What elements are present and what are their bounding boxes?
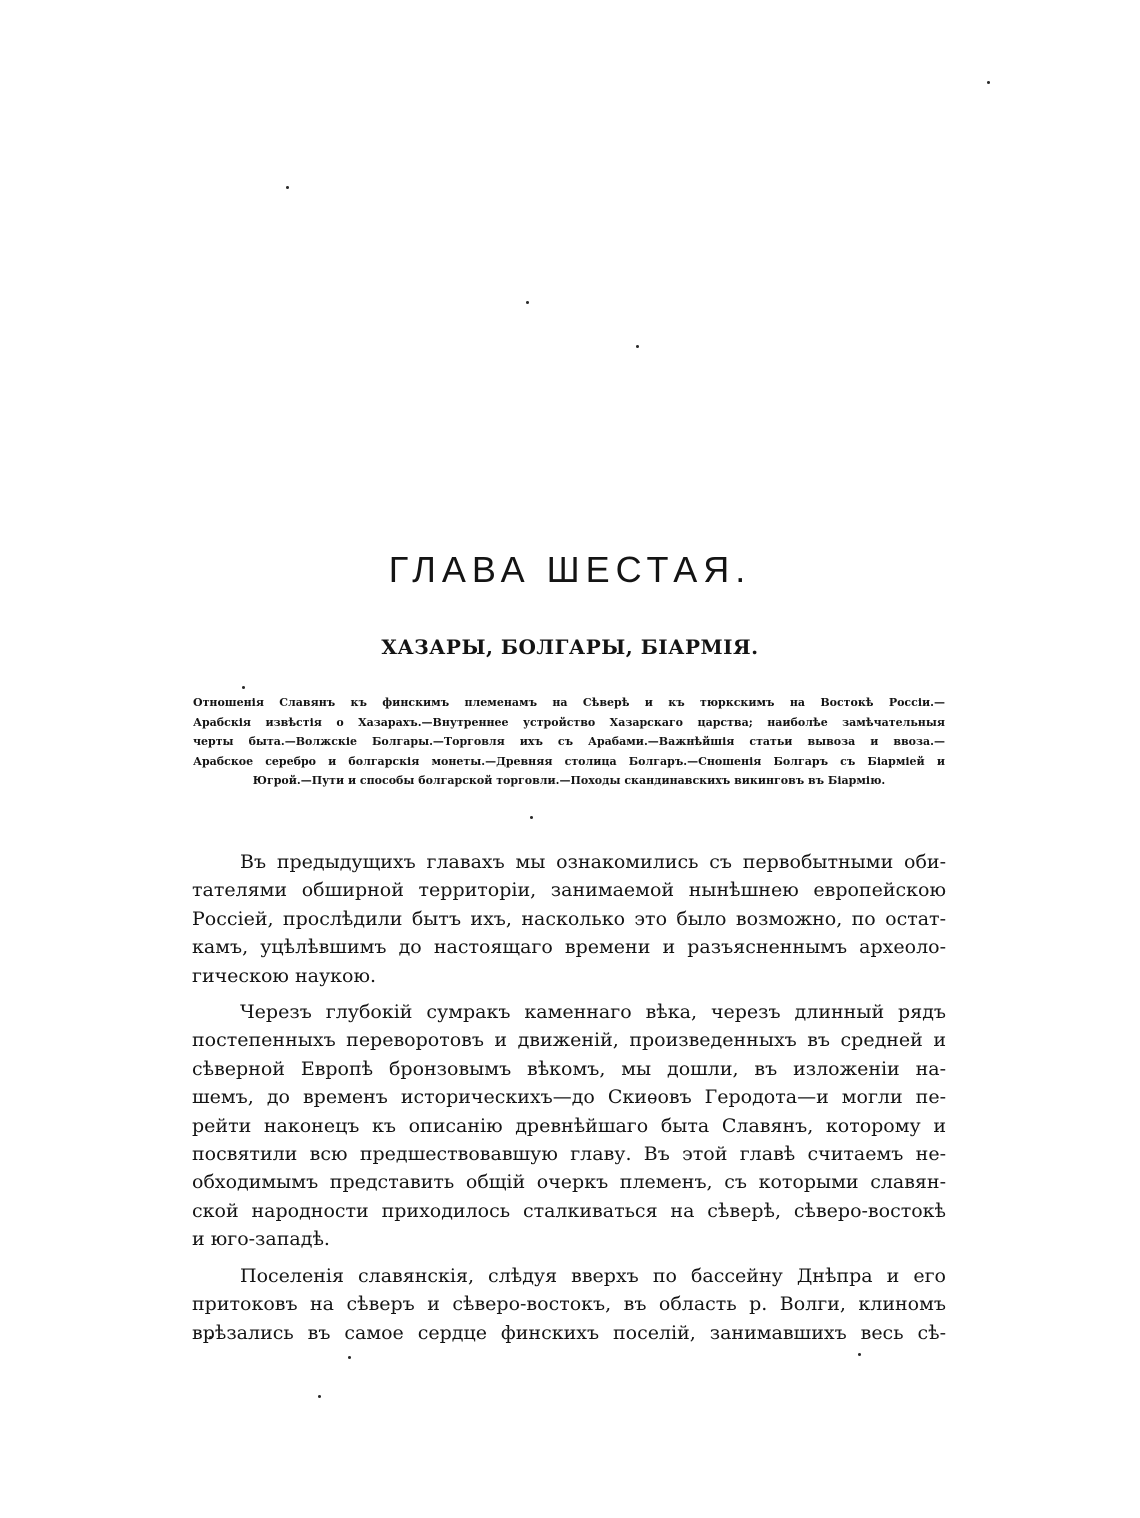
text-line: врѣзались въ самое сердце финскихъ поселій, занимавшихъ весь сѣ-	[192, 1321, 946, 1344]
text-line: гическою наукою.	[192, 964, 377, 987]
text-line: камъ, уцѣлѣвшимъ до настоящаго времени и разъясненнымъ археоло-	[192, 936, 946, 959]
paragraph	[192, 848, 946, 990]
scan-speck	[858, 1353, 861, 1356]
text-line: шемъ, до временъ историческихъ—до Скиѳовъ Геродота—и могли пе-	[192, 1086, 946, 1109]
text-line: Поселенія славянскія, слѣдуя вверхъ по бассейну Днѣпра и его	[240, 1264, 946, 1287]
chapter-subtitle: ХАЗАРЫ, БОЛГАРЫ, БІАРМІЯ.	[381, 635, 759, 659]
text-line: обходимымъ представить общій очеркъ племенъ, съ которыми славян-	[192, 1171, 946, 1194]
paragraph	[192, 998, 946, 1254]
chapter-summary	[193, 693, 945, 791]
text-line: Черезъ глубокій сумракъ каменнаго вѣка, черезъ длинный рядъ	[240, 1001, 946, 1024]
text-line: притоковъ на сѣверъ и сѣверо-востокъ, въ область р. Волги, клиномъ	[192, 1293, 946, 1316]
paragraph	[192, 1262, 946, 1347]
text-line: сѣверной Европѣ бронзовымъ вѣкомъ, мы дошли, въ изложеніи на-	[192, 1057, 946, 1080]
scan-speck	[242, 686, 245, 689]
text-line: Въ предыдущихъ главахъ мы ознакомились съ первобытными оби-	[240, 851, 946, 873]
summary-line: Отношенія Славянъ къ финскимъ племенамъ на Сѣверѣ и къ тюркскимъ на Востокѣ Россіи.—	[193, 696, 945, 709]
summary-line: Арабское серебро и болгарскія монеты.—Древняя столица Болгаръ.—Сношенія Болгаръ съ Біарміей и	[193, 754, 945, 768]
text-line: тателями обширной территоріи, занимаемой нынѣшнею европейскою	[192, 879, 946, 902]
scan-speck	[636, 345, 639, 348]
text-line: Россіей, прослѣдили бытъ ихъ, насколько это было возможно, по остат-	[192, 907, 946, 930]
scan-speck	[318, 1395, 321, 1398]
text-line: постепенныхъ переворотовъ и движеній, произведенныхъ въ средней и	[192, 1029, 946, 1052]
scan-speck	[530, 816, 533, 819]
body-text	[192, 848, 946, 1347]
text-line: ской народности приходилось сталкиваться на сѣверѣ, сѣверо-востокѣ	[192, 1199, 946, 1222]
scan-speck	[987, 81, 990, 84]
scan-speck	[348, 1356, 351, 1359]
summary-line: Югрой.—Пути и способы болгарской торговли.—Походы скандинавскихъ викинговъ въ Біармію.	[252, 774, 886, 788]
summary-line: Арабскія извѣстія о Хазарахъ.—Внутреннее устройство Хазарскаго царства; наиболѣе замѣчательныя	[193, 715, 945, 729]
scan-speck	[526, 301, 529, 304]
text-line: и юго-западѣ.	[192, 1228, 330, 1251]
text-line: рейти наконецъ къ описанію древнѣйшаго быта Славянъ, которому и	[192, 1114, 946, 1137]
summary-line: черты быта.—Волжскіе Болгары.—Торговля ихъ съ Арабами.—Важнѣйшія статьи вывоза и ввоза.—	[193, 735, 945, 749]
chapter-title: ГЛАВА ШЕСТАЯ.	[388, 549, 752, 590]
scan-speck	[286, 186, 289, 189]
text-line: посвятили всю предшествовавшую главу. Въ этой главѣ считаемъ не-	[192, 1143, 946, 1166]
